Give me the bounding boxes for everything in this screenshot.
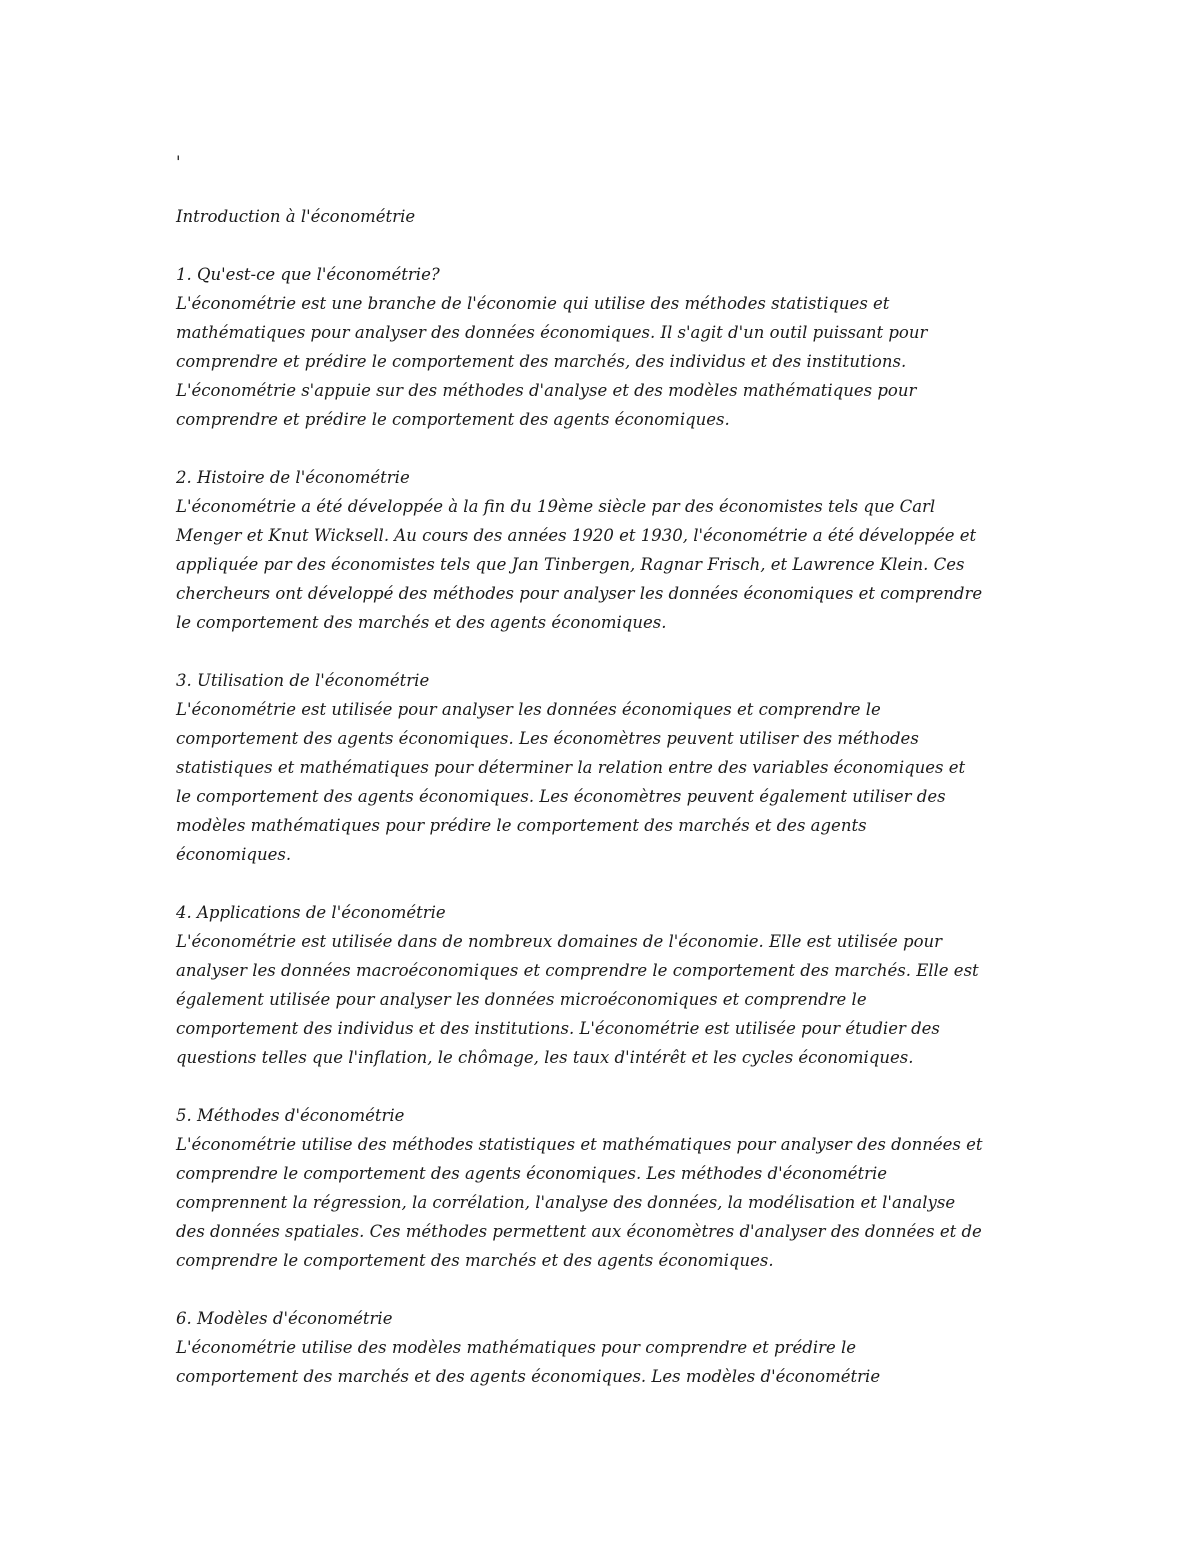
- section-1: [176, 260, 1036, 434]
- section-heading: 1. Qu'est-ce que l'économétrie?: [176, 265, 440, 284]
- paragraph-line: comportement des agents économiques. Les économètres peuvent utiliser des méthodes: [176, 729, 919, 748]
- section-heading: 5. Méthodes d'économétrie: [176, 1106, 405, 1125]
- paragraph-line: L'économétrie est une branche de l'économie qui utilise des méthodes statistiques et: [176, 294, 890, 313]
- section-heading: 6. Modèles d'économétrie: [176, 1309, 393, 1328]
- section-paragraph: [176, 1130, 1036, 1275]
- paragraph-line: le comportement des marchés et des agents économiques.: [176, 613, 667, 632]
- stray-mark: ': [176, 153, 181, 172]
- paragraph-line: comprendre le comportement des agents économiques. Les méthodes d'économétrie: [176, 1164, 888, 1183]
- section-heading: 3. Utilisation de l'économétrie: [176, 671, 430, 690]
- section-paragraph: [176, 695, 1036, 869]
- document-page: [176, 148, 1036, 1391]
- section-paragraph: [176, 492, 1036, 637]
- section-paragraph: [176, 1333, 1036, 1391]
- paragraph-line: mathématiques pour analyser des données économiques. Il s'agit d'un outil puissant pour: [176, 323, 928, 342]
- paragraph-line: modèles mathématiques pour prédire le comportement des marchés et des agents: [176, 816, 867, 835]
- paragraph-line: comprennent la régression, la corrélation, l'analyse des données, la modélisation et l'analyse: [176, 1193, 956, 1212]
- paragraph-line: comprendre le comportement des marchés et des agents économiques.: [176, 1251, 774, 1270]
- paragraph-line: L'économétrie s'appuie sur des méthodes d'analyse et des modèles mathématiques pour: [176, 381, 917, 400]
- paragraph-line: économiques.: [176, 845, 292, 864]
- paragraph-line: questions telles que l'inflation, le chômage, les taux d'intérêt et les cycles économiques.: [176, 1048, 914, 1067]
- paragraph-line: L'économétrie est utilisée pour analyser les données économiques et comprendre le: [176, 700, 881, 719]
- section-heading: 2. Histoire de l'économétrie: [176, 468, 410, 487]
- paragraph-line: des données spatiales. Ces méthodes permettent aux économètres d'analyser des données et de: [176, 1222, 982, 1241]
- paragraph-line: appliquée par des économistes tels que Jan Tinbergen, Ragnar Frisch, et Lawrence Klein. Ces: [176, 555, 965, 574]
- section-paragraph: [176, 927, 1036, 1072]
- paragraph-line: également utilisée pour analyser les données microéconomiques et comprendre le: [176, 990, 867, 1009]
- document-title: Introduction à l'économétrie: [176, 207, 416, 226]
- section-2: [176, 463, 1036, 637]
- paragraph-line: L'économétrie utilise des modèles mathématiques pour comprendre et prédire le: [176, 1338, 857, 1357]
- paragraph-line: chercheurs ont développé des méthodes pour analyser les données économiques et comprendre: [176, 584, 983, 603]
- section-5: [176, 1101, 1036, 1275]
- section-6: [176, 1304, 1036, 1391]
- paragraph-line: L'économétrie est utilisée dans de nombreux domaines de l'économie. Elle est utilisée pour: [176, 932, 943, 951]
- paragraph-line: L'économétrie a été développée à la fin du 19ème siècle par des économistes tels que Carl: [176, 497, 936, 516]
- paragraph-line: analyser les données macroéconomiques et comprendre le comportement des marchés. Elle est: [176, 961, 979, 980]
- paragraph-line: comprendre et prédire le comportement des marchés, des individus et des institutions.: [176, 352, 907, 371]
- paragraph-line: L'économétrie utilise des méthodes statistiques et mathématiques pour analyser des données et: [176, 1135, 983, 1154]
- paragraph-line: comportement des individus et des institutions. L'économétrie est utilisée pour étudier des: [176, 1019, 940, 1038]
- section-3: [176, 666, 1036, 869]
- paragraph-line: comprendre et prédire le comportement des agents économiques.: [176, 410, 730, 429]
- paragraph-line: statistiques et mathématiques pour déterminer la relation entre des variables économiques et: [176, 758, 966, 777]
- section-4: [176, 898, 1036, 1072]
- paragraph-line: Menger et Knut Wicksell. Au cours des années 1920 et 1930, l'économétrie a été développée et: [176, 526, 977, 545]
- paragraph-line: comportement des marchés et des agents économiques. Les modèles d'économétrie: [176, 1367, 881, 1386]
- section-paragraph: [176, 289, 1036, 434]
- paragraph-line: le comportement des agents économiques. Les économètres peuvent également utiliser des: [176, 787, 946, 806]
- section-heading: 4. Applications de l'économétrie: [176, 903, 446, 922]
